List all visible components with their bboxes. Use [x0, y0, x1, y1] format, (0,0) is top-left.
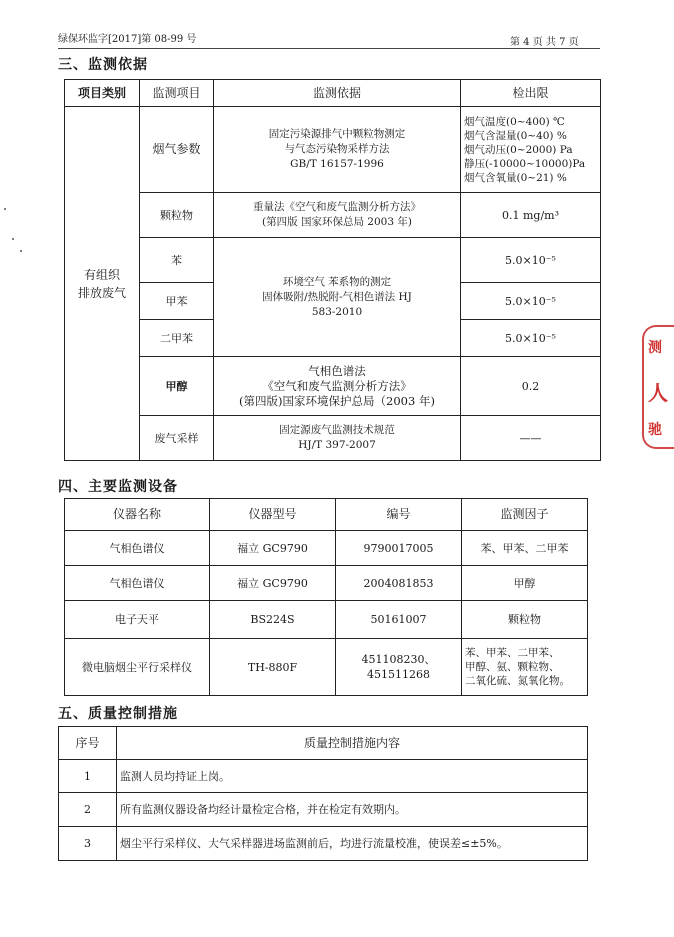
- basis-flue-gas: 固定污染源排气中颗粒物测定 与气态污染物采样方法 GB/T 16157-1996: [214, 107, 461, 193]
- scan-speck: [4, 208, 6, 210]
- equipment-table: [64, 498, 588, 696]
- instrument-name: 气相色谱仪: [65, 531, 210, 566]
- qc-content: 所有监测仪器设备均经计量检定合格，并在检定有效期内。: [117, 793, 588, 827]
- instrument-model: BS224S: [210, 601, 336, 639]
- basis-particulate: 重量法《空气和废气监测分析方法》 (第四版 国家环保总局 2003 年): [214, 193, 461, 238]
- col-header-content: 质量控制措施内容: [117, 727, 588, 760]
- instrument-number: 2004081853: [336, 566, 462, 601]
- col-header-limit: 检出限: [461, 80, 601, 107]
- stamp-char: 驰: [648, 422, 662, 438]
- col-header-category: 项目类别: [65, 80, 140, 107]
- col-header-basis: 监测依据: [214, 80, 461, 107]
- qc-no: 3: [59, 827, 117, 861]
- instrument-factors: 苯、甲苯、二甲苯: [462, 531, 588, 566]
- category-cell: 有组织 排放废气: [65, 107, 140, 461]
- limit-particulate: 0.1 mg/m³: [461, 193, 601, 238]
- col-header-instrument: 仪器名称: [65, 499, 210, 531]
- instrument-name: 电子天平: [65, 601, 210, 639]
- section5-title: 五、质量控制措施: [58, 706, 178, 722]
- basis-benzene-group: 环境空气 苯系物的测定 固体吸附/热脱附-气相色谱法 HJ 583-2010: [214, 238, 461, 357]
- stamp-char: 人: [648, 381, 668, 405]
- col-header-model: 仪器型号: [210, 499, 336, 531]
- instrument-number: 451108230、 451511268: [336, 639, 462, 696]
- limit-benzene: 5.0×10⁻⁵: [461, 238, 601, 283]
- col-header-item: 监测项目: [140, 80, 214, 107]
- col-header-factors: 监测因子: [462, 499, 588, 531]
- section4-title: 四、主要监测设备: [58, 479, 178, 495]
- basis-sampling: 固定源废气监测技术规范 HJ/T 397-2007: [214, 416, 461, 461]
- item-toluene: 甲苯: [140, 283, 214, 320]
- col-header-no: 序号: [59, 727, 117, 760]
- header-rule: [58, 48, 600, 49]
- instrument-number: 9790017005: [336, 531, 462, 566]
- instrument-model: TH-880F: [210, 639, 336, 696]
- instrument-name: 气相色谱仪: [65, 566, 210, 601]
- item-particulate: 颗粒物: [140, 193, 214, 238]
- instrument-number: 50161007: [336, 601, 462, 639]
- qc-content: 烟尘平行采样仪、大气采样器进场监测前后，均进行流量校准，使误差≤±5%。: [117, 827, 588, 861]
- limit-line: 静压(-10000~10000)Pa: [464, 157, 586, 170]
- instrument-factors: 甲醇: [462, 566, 588, 601]
- item-sampling: 废气采样: [140, 416, 214, 461]
- item-benzene: 苯: [140, 238, 214, 283]
- scan-speck: [12, 238, 14, 240]
- limit-line: 烟气温度(0~400) ℃: [464, 115, 565, 128]
- instrument-factors: 颗粒物: [462, 601, 588, 639]
- page-info: 第 4 页 共 7 页: [510, 37, 579, 48]
- limit-sampling: ——: [461, 416, 601, 461]
- seal-stamp: [642, 325, 674, 449]
- monitoring-basis-table: [64, 79, 601, 461]
- qc-no: 1: [59, 760, 117, 793]
- section3-title: 三、监测依据: [58, 57, 148, 73]
- limit-line: 烟气动压(0~2000) Pa: [464, 143, 573, 156]
- stamp-char: 测: [648, 340, 662, 356]
- instrument-model: 福立 GC9790: [210, 531, 336, 566]
- basis-methanol: 气相色谱法 《空气和废气监测分析方法》 (第四版)国家环境保护总局（2003 年): [214, 357, 461, 416]
- qc-content: 监测人员均持证上岗。: [117, 760, 588, 793]
- limit-methanol: 0.2: [461, 357, 601, 416]
- col-header-number: 编号: [336, 499, 462, 531]
- qc-no: 2: [59, 793, 117, 827]
- instrument-model: 福立 GC9790: [210, 566, 336, 601]
- instrument-factors: 苯、甲苯、二甲苯、 甲醇、氨、颗粒物、 二氧化硫、氮氧化物。: [462, 639, 588, 696]
- limit-flue-gas: [461, 107, 601, 193]
- quality-control-table: [58, 726, 588, 861]
- item-methanol: 甲醇: [140, 357, 214, 416]
- limit-toluene: 5.0×10⁻⁵: [461, 283, 601, 320]
- item-xylene: 二甲苯: [140, 320, 214, 357]
- item-flue-gas: 烟气参数: [140, 107, 214, 193]
- limit-line: 烟气含氧量(0~21) %: [464, 171, 567, 184]
- scan-speck: [20, 250, 22, 252]
- limit-line: 烟气含湿量(0~40) %: [464, 129, 567, 142]
- limit-xylene: 5.0×10⁻⁵: [461, 320, 601, 357]
- instrument-name: 微电脑烟尘平行采样仪: [65, 639, 210, 696]
- report-number: 绿保环监字[2017]第 08-99 号: [58, 34, 197, 45]
